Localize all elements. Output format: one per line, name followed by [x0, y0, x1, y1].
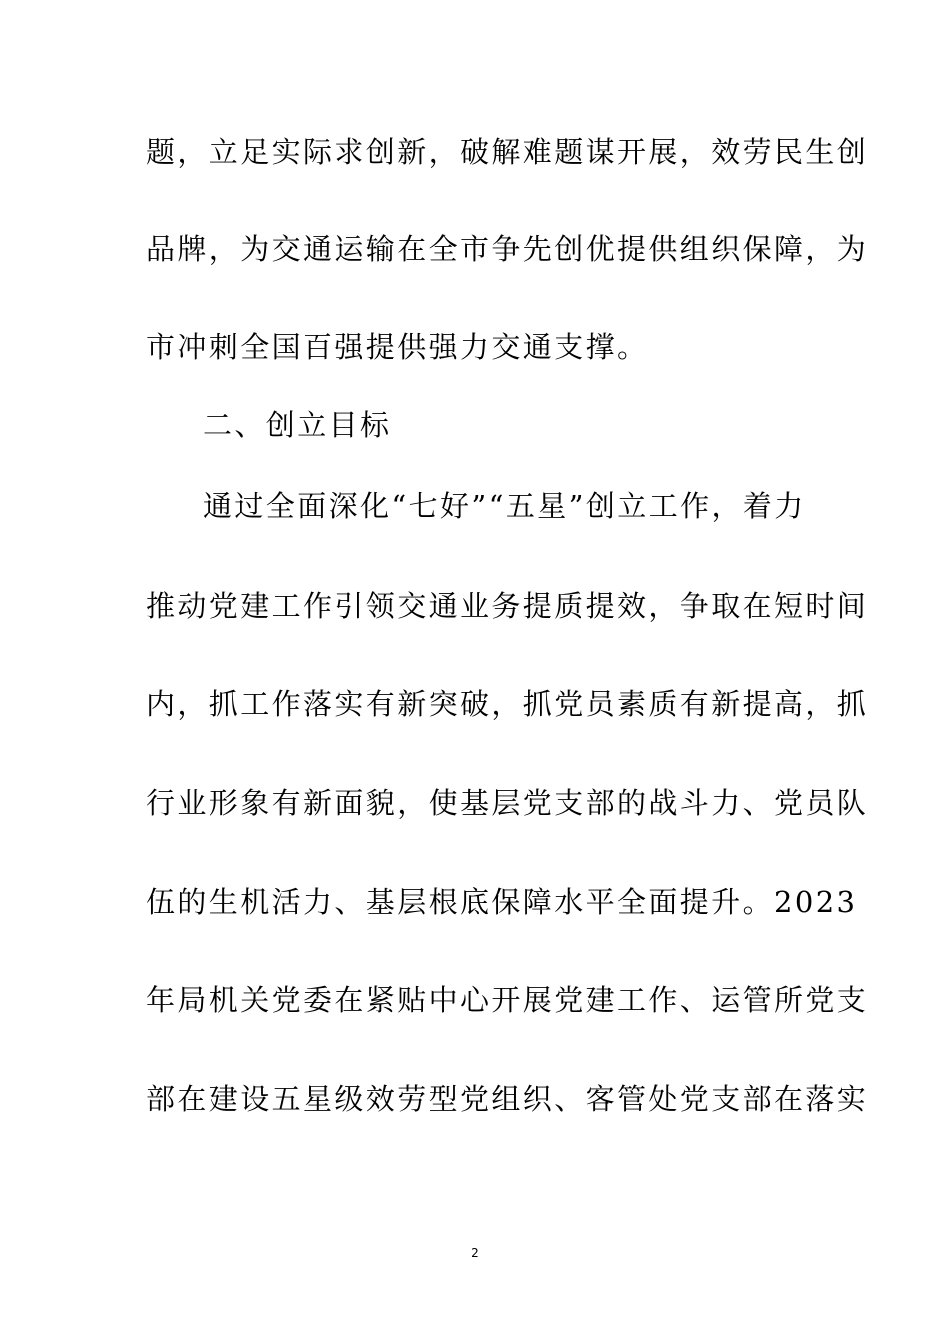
body-text-line-7: 内，抓工作落实有新突破，抓党员素质有新提高，抓	[146, 687, 869, 721]
body-text-line-6: 推动党建工作引领交通业务提质提效，争取在短时间	[146, 589, 869, 623]
body-text-line-3: 市冲刺全国百强提供强力交通支撑。	[146, 330, 649, 364]
section-heading: 二、创立目标	[203, 408, 392, 442]
page-number: 2	[471, 1246, 479, 1260]
body-text-line-5: 通过全面深化“七好”“五星”创立工作，着力	[203, 489, 806, 523]
body-text-line-2: 品牌，为交通运输在全市争先创优提供组织保障，为	[146, 232, 869, 266]
body-text-line-1: 题，立足实际求创新，破解难题谋开展，效劳民生创	[146, 135, 869, 169]
body-text-line-8: 行业形象有新面貌，使基层党支部的战斗力、党员队	[146, 786, 869, 820]
body-text-line-10: 年局机关党委在紧贴中心开展党建工作、运管所党支	[146, 983, 869, 1017]
body-text-line-9: 伍的生机活力、基层根底保障水平全面提升。2023	[146, 885, 858, 919]
body-text-line-11: 部在建设五星级效劳型党组织、客管处党支部在落实	[146, 1082, 869, 1116]
